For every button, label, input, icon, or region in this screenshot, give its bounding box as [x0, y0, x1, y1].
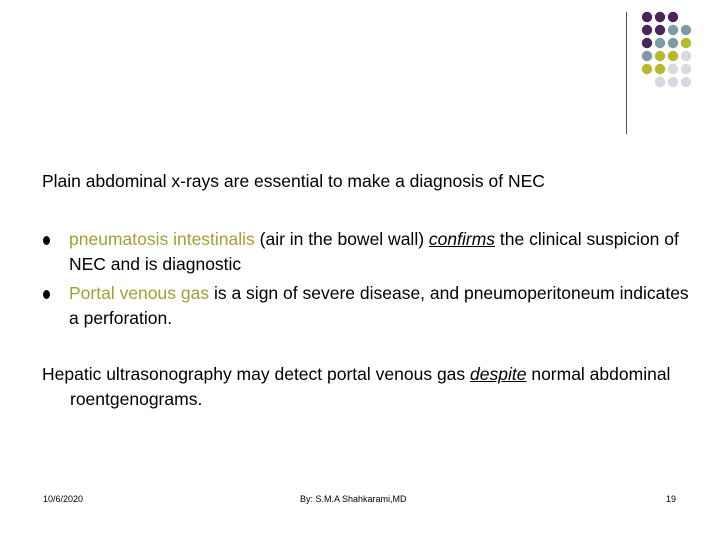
decor-dot [655, 77, 665, 87]
decor-dot [681, 25, 691, 35]
bullet1-text-b: the clinical suspicion of NEC and is diagnostic [69, 229, 679, 274]
decor-dot [681, 38, 691, 48]
intro-paragraph: Plain abdominal x-rays are essential to make a diagnosis of NEC [42, 171, 545, 191]
decor-dot [642, 38, 652, 48]
term-pneumatosis: pneumatosis intestinalis [69, 229, 255, 249]
underlined-confirms: confirms [428, 229, 496, 249]
decorative-divider-line [626, 12, 627, 134]
decor-dot [655, 51, 665, 61]
decor-dot [668, 64, 678, 74]
bullet-dot-icon [43, 290, 50, 299]
decor-dot [655, 64, 665, 74]
bullet-item-portal-venous-gas [42, 281, 692, 331]
decor-dot [655, 12, 665, 22]
bullet-list [42, 227, 692, 331]
decor-dot [668, 51, 678, 61]
decor-dot [668, 38, 678, 48]
para2-text-a: Hepatic ultrasonography may detect portal venous gas [42, 364, 471, 384]
decor-dot [681, 77, 691, 87]
decor-dot [642, 51, 652, 61]
decor-dot [681, 64, 691, 74]
footer-date: 10/6/2020 [43, 494, 84, 504]
footer-author: By: S.M.A Shahkarami,MD [300, 494, 407, 504]
decor-dot [655, 38, 665, 48]
footer-page-number: 19 [666, 494, 677, 504]
decor-dot [642, 12, 652, 22]
decor-dot [642, 64, 652, 74]
decor-dot [655, 25, 665, 35]
bullet1-text-a: (air in the bowel wall) [254, 229, 429, 249]
bullet-item-pneumatosis [42, 227, 692, 277]
underlined-despite: despite [470, 364, 527, 384]
decor-dot [642, 25, 652, 35]
decor-dot [668, 12, 678, 22]
decor-dot [668, 25, 678, 35]
term-portal-venous-gas: Portal venous gas [69, 283, 210, 303]
bullet-dot-icon [43, 236, 50, 245]
decor-dot [668, 77, 678, 87]
decor-dot [681, 51, 691, 61]
ultrasonography-paragraph [42, 362, 720, 412]
bullet2-text: is a sign of severe disease, and pneumoperitoneum indicates a perforation. [69, 283, 689, 328]
decorative-dot-grid [0, 0, 720, 140]
para2-text-b: normal abdominal roentgenograms. [70, 364, 671, 409]
